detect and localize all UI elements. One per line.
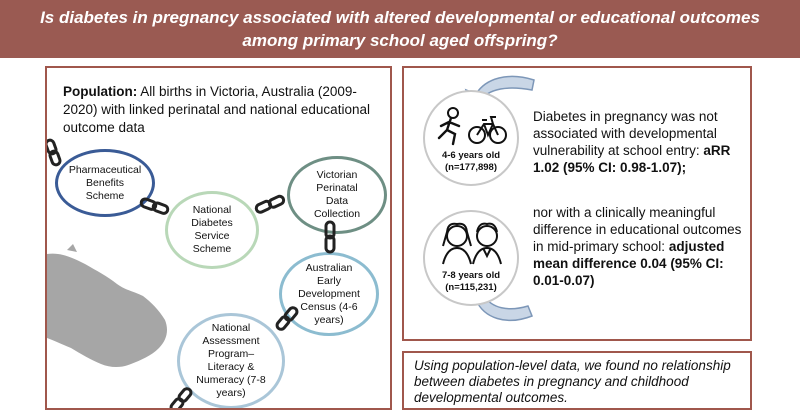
summary-text: Using population-level data, we found no relationship between diabetes in pregnancy and childhood developmental outcomes. <box>414 358 731 405</box>
finding-educational-text: nor with a clinically meaningful difference in educational outcomes in mid-primary school: <box>533 205 742 254</box>
chain-link-icon <box>253 194 289 216</box>
pharmaceutical-benefits-label: Pharmaceutical Benefits Scheme <box>68 163 142 202</box>
child-cyclist-icon <box>435 104 509 146</box>
victorian-perinatal-label: Victorian Perinatal Data Collection <box>313 169 361 220</box>
population-description <box>63 83 383 137</box>
chain-link-icon <box>45 138 65 168</box>
finding-educational <box>533 204 748 289</box>
aedc-label: Australian Early Development Census (4-6 years) <box>298 261 360 326</box>
population-label: Population: <box>63 84 138 99</box>
age-7-8-label: 7-8 years old <box>441 270 501 281</box>
n-4-6-label: (n=177,898) <box>444 162 498 173</box>
finding-developmental <box>533 108 748 176</box>
age-7-8-circle <box>423 210 519 306</box>
chain-link-icon <box>167 386 197 410</box>
national-diabetes-oval <box>165 191 259 269</box>
naplan-label: National Assessment Program– Literacy & Numeracy (7-8 years) <box>196 322 266 399</box>
title-line-1: Is diabetes in pregnancy associated with altered developmental or educational outcomes <box>40 8 760 27</box>
chain-link-icon <box>320 220 340 256</box>
finding-developmental-text: Diabetes in pregnancy was not associated with developmental vulnerability at school entry: <box>533 109 718 158</box>
chain-link-icon <box>139 196 173 216</box>
finding-educational-stat: adjusted mean difference 0.04 (95% CI: 0.01-0.07) <box>533 239 725 288</box>
title-line-2: among primary school aged offspring? <box>242 31 558 50</box>
population-panel <box>45 66 392 410</box>
school-children-icon <box>439 220 507 266</box>
population-text: All births in Victoria, Australia (2009-2020) with linked perinatal and national educational outcome data <box>63 84 370 135</box>
title-banner <box>0 0 800 58</box>
n-7-8-label: (n=115,231) <box>445 282 497 293</box>
summary-panel <box>402 351 752 410</box>
age-4-6-circle <box>423 90 519 186</box>
chain-link-icon <box>273 304 303 334</box>
age-4-6-label: 4-6 years old <box>441 150 501 161</box>
finding-developmental-stat: aRR 1.02 (95% CI: 0.98-1.07); <box>533 143 731 175</box>
results-panel <box>402 66 752 341</box>
national-diabetes-label: National Diabetes Service Scheme <box>191 204 233 255</box>
